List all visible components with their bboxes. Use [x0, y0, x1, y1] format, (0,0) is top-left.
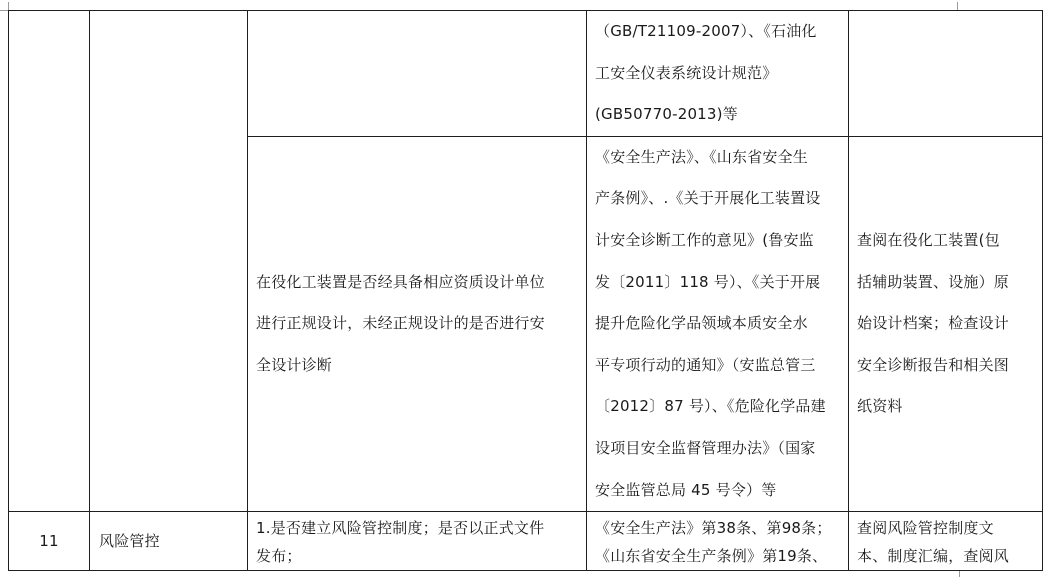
- method-line: 安全诊断报告和相关图: [857, 355, 1010, 374]
- basis-line: 提升危险化学品领域本质安全水: [595, 314, 808, 333]
- check-content-cell: [248, 11, 587, 137]
- method-line: 纸资料: [857, 397, 903, 416]
- basis-cell: [587, 11, 849, 137]
- method-line: 始设计档案；检查设计: [857, 314, 1010, 333]
- basis-line: 平专项行动的通知》（安监总管三: [595, 355, 816, 374]
- content-line: 在役化工装置是否经具备相应资质设计单位: [256, 272, 545, 291]
- basis-line: 计安全诊断工作的意见》(鲁安监: [595, 230, 814, 249]
- basis-line: （GB/T21109-2007）、《石油化: [595, 22, 817, 40]
- content-line: 全设计诊断: [256, 355, 333, 374]
- inspection-table: [8, 10, 1043, 571]
- method-line: 本、制度汇编，查阅风: [857, 547, 1010, 566]
- basis-line: 《安全生产法》、《山东省安全生: [595, 147, 809, 166]
- check-item-label: 风险管控: [99, 532, 160, 551]
- basis-line: 工安全仪表系统设计规范》: [595, 63, 778, 82]
- check-content-cell: [248, 136, 587, 511]
- basis-cell: [587, 512, 849, 571]
- table-row: [9, 512, 1043, 571]
- row-number-cell: [9, 512, 90, 571]
- basis-line: 〔2012〕87 号）、《危险化学品建: [595, 397, 826, 416]
- check-content-cell: [248, 512, 587, 571]
- basis-line: 产条例》、.《关于开展化工装置设: [595, 189, 821, 208]
- basis-line: (GB50770-2013)等: [595, 105, 738, 124]
- basis-cell: [587, 136, 849, 511]
- basis-line: 安全监管总局 45 号令）等: [595, 480, 777, 499]
- check-item-cell: [90, 512, 248, 571]
- basis-line: 发〔2011〕118 号）、《关于开展: [595, 272, 821, 291]
- basis-line: 《山东省安全生产条例》第19条、: [595, 547, 828, 566]
- basis-line: 设项目安全监督管理办法》（国家: [595, 438, 816, 457]
- row-number: 11: [39, 532, 59, 551]
- content-line: 1.是否建立风险管控制度；是否以正式文件: [256, 519, 545, 538]
- method-cell: [849, 11, 1043, 137]
- method-cell: [849, 512, 1043, 571]
- method-line: 查阅在役化工装置(包: [857, 230, 1000, 249]
- content-line: 发布；: [256, 547, 302, 566]
- table-row: [9, 11, 1043, 137]
- method-line: 查阅风险管控制度文: [857, 519, 994, 538]
- check-item-cell: [90, 11, 248, 512]
- content-line: 进行正规设计，未经正规设计的是否进行安: [256, 314, 545, 333]
- method-cell: [849, 136, 1043, 511]
- basis-line: 《安全生产法》第38条、第98条；: [595, 519, 832, 538]
- method-line: 括辅助装置、设施）原: [857, 272, 1010, 291]
- row-number-cell: [9, 11, 90, 512]
